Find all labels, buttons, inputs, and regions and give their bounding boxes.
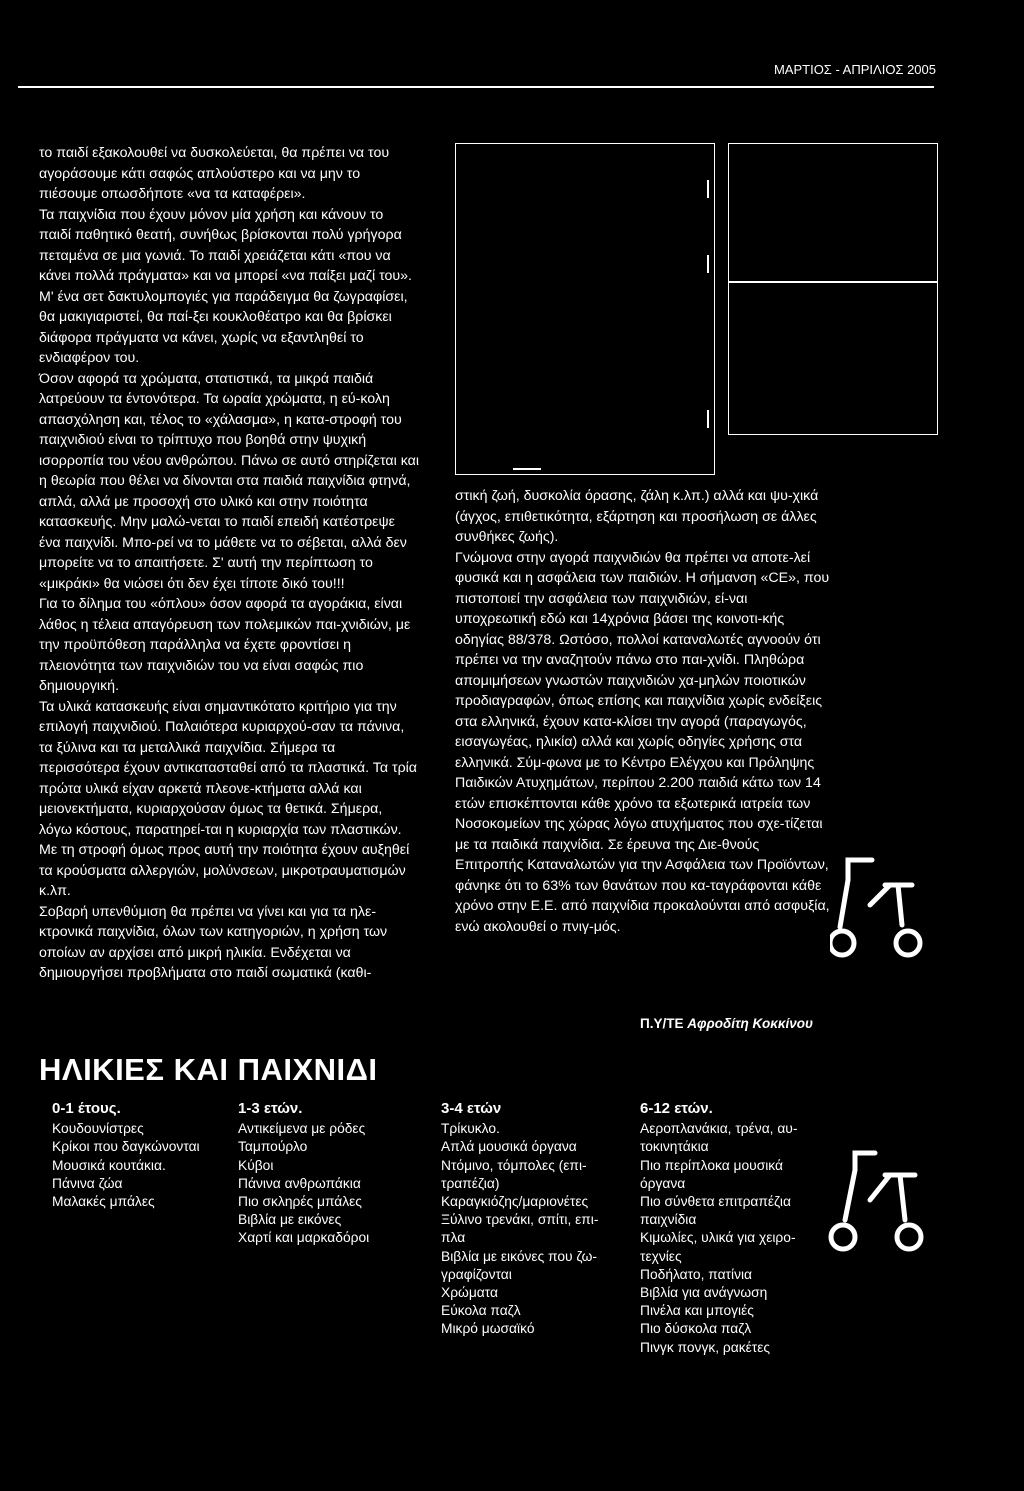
paragraph: Σοβαρή υπενθύμιση θα πρέπει να γίνει και για τα ηλε-κτρονικά παιχνίδια, όλων των κατηγοριών, η χρήση των οποίων αν αρχίσει από μικρή ηλικία. Ενδέχεται να δημιουργήσει προβλήματα στο παιδί σωματικά (καθι- — [39, 903, 388, 981]
paragraph: Γνώμονα στην αγορά παιχνιδιών θα πρέπει να αποτε-λεί φυσικά και η ασφάλεια των παιδιών. Η σήμανση «CE», που πιστοποιεί την ασφάλεια των παιχνιδιών, εί-ναι υποχρεωτική εδώ και 14χρόνια βάσει της κοινοτι-κής οδηγίας 88/378. Ωστόσο, πολλοί καταναλωτές αγνοούν ότι πρέπει να την αναζητούν πάνω στο παι-χνίδι. Πληθώρα απομιμήσεων γνωστών παιχνιδιών χα-μηλών ποιοτικών προδιαγραφών, όπως επίσης και παιχνίδια χωρίς ενδείξεις στα ελληνικά, έχουν κατα-κλίσει την αγορά (παραγωγός, εισαγωγέας, ηλικία) αλλά και χωρίς οδηγίες χρήσης στα ελληνικά. Σύμ-φωνα με το Κέντρο Ελέγχου και Πρόληψης Παιδικών Ατυχημάτων, περίπου 2.200 παιδιά κάτω των 14 ετών επισκέπτονται κάθε χρόνο τα εξωτερικά ιατρεία των Νοσοκομείων της χώρας λόγω ατυχήματος που σχε-τίζεται με τα παιδικά παιχνίδια. Σε έρευνα της Διε-θνούς Επιτροπής Καταναλωτών για την Ασφάλεια των Προϊόντων, φάνηκε ότι το 63% των θανάτων που κα-ταγράφονται κάθε χρόνο στην Ε.Ε. από παιχνίδια προκαλούνται από ασφυξία, ενώ ακολουθεί ο πνιγ-μός. — [455, 549, 830, 935]
list-item: Βιβλία με εικόνες που ζω- — [441, 1248, 597, 1264]
age-heading: 3-4 ετών — [441, 1100, 502, 1117]
list-item: Κρίκοι που δαγκώνονται — [52, 1139, 200, 1155]
list-item: Ταμπούρλο — [238, 1139, 308, 1155]
list-item: Χρώματα — [441, 1285, 498, 1301]
frame-tick — [707, 410, 709, 428]
list-item: τραπέζια) — [441, 1175, 500, 1191]
list-item: Πιο περίπλοκα μουσικά — [640, 1157, 783, 1173]
list-item: Ντόμινο, τόμπολες (επι- — [441, 1157, 587, 1173]
list-item: Εύκολα παζλ — [441, 1303, 521, 1319]
list-item: Πινέλα και μπογιές — [640, 1303, 754, 1319]
list-item: Μαλακές μπάλες — [52, 1194, 155, 1210]
frame-divider — [728, 281, 938, 283]
age-group-0-1 — [52, 1100, 227, 1211]
list-item: όργανα — [640, 1175, 686, 1191]
author-role: Π.Υ/ΤΕ — [640, 1016, 684, 1031]
list-item: Κουδουνίστρες — [52, 1121, 144, 1137]
age-group-6-12 — [640, 1100, 835, 1357]
list-item: Καραγκιόζης/μαριονέτες — [441, 1194, 589, 1210]
list-item: τεχνίες — [640, 1248, 682, 1264]
issue-date: ΜΑΡΤΙΟΣ - ΑΠΡΙΛΙΟΣ 2005 — [773, 62, 936, 77]
list-item: Ποδήλατο, πατίνια — [640, 1266, 753, 1282]
paragraph: Για το δίλημα του «όπλου» όσον αφορά τα αγοράκια, είναι λάθος η τέλεια απαγόρευση των πολεμικών παι-χνιδιών, με την προϋπόθεση παράλληλα να έχετε φροντίσει η πλειονότητα των παιχνιδιών του να είναι σαφώς πιο δημιουργική. — [39, 596, 411, 694]
section-title: ΗΛΙΚΙΕΣ ΚΑΙ ΠΑΙΧΝΙΔΙ — [39, 1052, 378, 1087]
list-item: Πιο δύσκολα παζλ — [640, 1321, 752, 1337]
frame-tick — [707, 255, 709, 273]
list-item: Τρίκυκλο. — [441, 1121, 500, 1137]
photo-frame-left — [455, 143, 715, 475]
list-item: Κιμωλίες, υλικά για χειρο- — [640, 1230, 796, 1246]
author-credit — [640, 1016, 813, 1031]
article-right-column — [455, 486, 830, 937]
list-item: Βιβλία για ανάγνωση — [640, 1285, 768, 1301]
age-heading: 1-3 ετών. — [238, 1100, 303, 1117]
bicycle-icon — [830, 855, 925, 965]
list-item: πλα — [441, 1230, 466, 1246]
list-item: Απλά μουσικά όργανα — [441, 1139, 577, 1155]
list-item: Χαρτί και μαρκαδόροι — [238, 1230, 370, 1246]
list-item: γραφίζονται — [441, 1266, 512, 1282]
paragraph: στική ζωή, δυσκολία όρασης, ζάλη κ.λπ.) αλλά και ψυ-χικά (άγχος, επιθετικότητα, εξάρτηση και προσήλωση σε άλλες συνθήκες ζωής). — [455, 488, 819, 545]
list-item: παιχνίδια — [640, 1212, 697, 1228]
list-item: Πινγκ πονγκ, ρακέτες — [640, 1339, 771, 1355]
age-heading: 0-1 έτους. — [52, 1100, 121, 1117]
author-name: Αφροδίτη Κοκκίνου — [687, 1016, 813, 1031]
list-item: Αντικείμενα με ρόδες — [238, 1121, 366, 1137]
list-item: Πιο σύνθετα επιτραπέζια — [640, 1194, 791, 1210]
list-item: Μουσικά κουτάκια. — [52, 1157, 166, 1173]
frame-tick — [707, 180, 709, 198]
list-item: Πάνινα ανθρωπάκια — [238, 1175, 361, 1191]
paragraph: Τα παιχνίδια που έχουν μόνον μία χρήση και κάνουν το παιδί παθητικό θεατή, συνήθως βρίσκονται πολύ γρήγορα πεταμένα σε μια γωνιά. Το παιδί χρειάζεται κάτι «που να κάνει πολλά πράγματα» και να μπορεί «να παίξει μαζί του». Μ' ένα σετ δακτυλομπογιές για παράδειγμα θα ζωγραφίσει, θα μακιγιαριστεί, θα παί-ξει κουκλοθέατρο και θα βρίσκει διάφορα πράγματα να κάνει, χωρίς να εξαντληθεί το ενδιαφέρον του. — [39, 206, 412, 366]
list-item: Κύβοι — [238, 1157, 274, 1173]
list-item: Βιβλία με εικόνες — [238, 1212, 342, 1228]
list-item: Πάνινα ζώα — [52, 1175, 123, 1191]
list-item: Μικρό μωσαϊκό — [441, 1321, 535, 1337]
paragraph: Τα υλικά κατασκευής είναι σημαντικότατο κριτήριο για την επιλογή παιχνιδιού. Παλαιότερα κυριαρχού-σαν τα πάνινα, τα ξύλινα και τα μεταλλικά παιχνίδια. Σήμερα τα περισσότερα έχουν αντικατασταθεί από τα πλαστικά. Τα τρία πρώτα υλικά είχαν αρκετά πλεονε-κτήματα αλλά και μειονεκτήματα, κυριαρχούσαν όμως τα θετικά. Σήμερα, λόγω κόστους, παρατηρεί-ται η κυριαρχία των πλαστικών. Με τη στροφή όμως προς αυτή την ποιότητα έχουν αυξηθεί τα κρούσματα αλλεργιών, μολύνσεων, μικροτραυματισμών κ.λπ. — [39, 698, 417, 899]
paragraph: το παιδί εξακολουθεί να δυσκολεύεται, θα πρέπει να του αγοράσουμε κάτι σαφώς απλούστερο και να μην το πιέσουμε οπωσδήποτε «να τα καταφέρει». — [39, 145, 390, 202]
age-group-1-3 — [238, 1100, 423, 1248]
paragraph: Όσον αφορά τα χρώματα, στατιστικά, τα μικρά παιδιά λατρεύουν τα έντονότερα. Τα ωραία χρώματα, η εύ-κολη απασχόληση και, τέλος το «χάλασμα», η κατα-στροφή του παιχνιδιού είναι το τρίπτυχο που βοηθά στην ψυχική ισορροπία του νέου ανθρώπου. Πάνω σε αυτό στηρίζεται και η θεωρία που θέλει να δίνονται στα παιδιά παιχνίδια φτηνά, απλά, αλλά με προσοχή στο υλικό και στην ποιότητα κατασκευής. Μην μαλώ-νεται το παιδί επειδή κατέστρεψε ένα παιχνίδι. Μπο-ρεί να το μάθετε να το σέβεται, αλλά δεν μπορείτε να το απαιτήσετε. Σ' αυτή την περίπτωση το «μικράκι» θα νιώσει ότι δεν έχει τίποτε δικό του!!! — [39, 370, 419, 592]
photo-frame-right — [728, 143, 938, 435]
header-rule — [18, 86, 934, 88]
bicycle-icon — [825, 1145, 925, 1255]
list-item: Αεροπλανάκια, τρένα, αυ- — [640, 1121, 798, 1137]
list-item: τοκινητάκια — [640, 1139, 709, 1155]
list-item: Πιο σκληρές μπάλες — [238, 1194, 362, 1210]
age-heading: 6-12 ετών. — [640, 1100, 713, 1117]
list-item: Ξύλινο τρενάκι, σπίτι, επι- — [441, 1212, 599, 1228]
frame-tick — [513, 468, 541, 470]
age-group-3-4 — [441, 1100, 631, 1339]
article-left-column — [39, 143, 419, 984]
